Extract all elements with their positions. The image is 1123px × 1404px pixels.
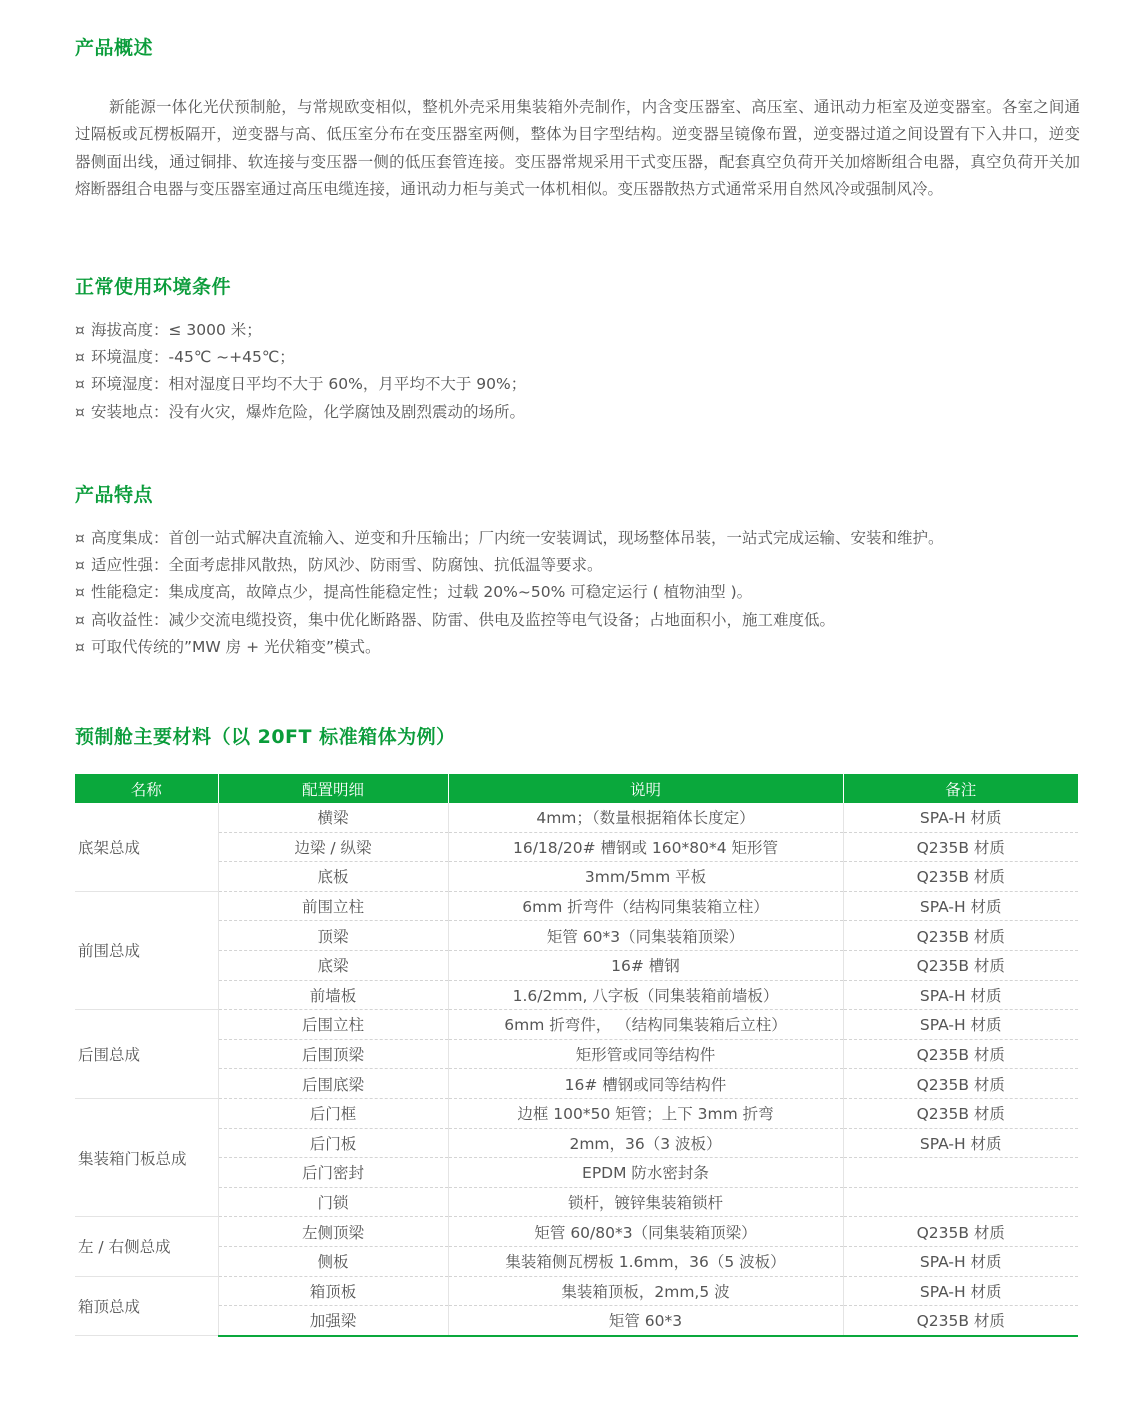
table-row — [75, 862, 1078, 892]
remark-cell: Q235B 材质 — [843, 1069, 1078, 1099]
description-cell: 16# 槽钢 — [448, 950, 843, 980]
remark-cell — [843, 1158, 1078, 1188]
description-cell: 4mm；（数量根据箱体长度定） — [448, 803, 843, 832]
config-cell: 后门框 — [218, 1098, 448, 1128]
materials-heading: 预制舱主要材料（以 20FT 标准箱体为例） — [75, 726, 456, 748]
table-row — [75, 980, 1078, 1010]
remark-cell: SPA-H 材质 — [843, 980, 1078, 1010]
remark-cell: Q235B 材质 — [843, 1098, 1078, 1128]
description-cell: 矩管 60*3 — [448, 1306, 843, 1336]
description-cell: 边框 100*50 矩管；上下 3mm 折弯 — [448, 1098, 843, 1128]
table-row — [75, 921, 1078, 951]
description-cell: 2mm，36（3 波板） — [448, 1128, 843, 1158]
column-header-config: 配置明细 — [218, 774, 448, 803]
config-cell: 边梁 / 纵梁 — [218, 832, 448, 862]
environment-list — [75, 317, 526, 426]
list-item: ¤ 环境温度：-45℃ ~+45℃； — [75, 344, 526, 371]
table-row — [75, 803, 1078, 832]
overview-paragraph: 新能源一体化光伏预制舱，与常规欧变相似，整机外壳采用集装箱外壳制作，内含变压器室、高压室、通讯动力柜室及逆变器室。各室之间通过隔板或瓦楞板隔开，逆变器与高、低压室分布在变压器室两侧，整体为目字型结构。逆变器呈镜像布置，逆变器过道之间设置有下入井口，逆变器侧面出线，通过铜排、软连接与变压器一侧的低压套管连接。变压器常规采用干式变压器，配套真空负荷开关加熔断组合电器，真空负荷开关加熔断器组合电器与变压器室通过高压电缆连接，通讯动力柜与美式一体机相似。变压器散热方式通常采用自然风冷或强制风冷。 — [75, 98, 1080, 198]
table-row — [75, 1158, 1078, 1188]
remark-cell: Q235B 材质 — [843, 832, 1078, 862]
description-cell: 集装箱顶板，2mm,5 波 — [448, 1276, 843, 1306]
config-cell: 后门密封 — [218, 1158, 448, 1188]
config-cell: 底梁 — [218, 950, 448, 980]
environment-heading: 正常使用环境条件 — [75, 276, 232, 298]
group-name-cell: 后围总成 — [75, 1010, 218, 1099]
table-header-row — [75, 774, 1078, 803]
config-cell: 前墙板 — [218, 980, 448, 1010]
table-row — [75, 832, 1078, 862]
description-cell: EPDM 防水密封条 — [448, 1158, 843, 1188]
config-cell: 后围顶梁 — [218, 1039, 448, 1069]
bullet-icon: ¤ — [75, 637, 85, 656]
table-row — [75, 891, 1078, 921]
remark-cell: Q235B 材质 — [843, 1039, 1078, 1069]
list-item: ¤ 性能稳定：集成度高，故障点少，提高性能稳定性；过载 20%~50% 可稳定运行 ( 植物油型 )。 — [75, 579, 944, 606]
config-cell: 底板 — [218, 862, 448, 892]
column-header-name: 名称 — [75, 774, 218, 803]
features-heading: 产品特点 — [75, 484, 154, 506]
description-cell: 1.6/2mm, 八字板（同集装箱前墙板） — [448, 980, 843, 1010]
config-cell: 加强梁 — [218, 1306, 448, 1336]
materials-table-body — [75, 803, 1078, 1336]
description-cell: 6mm 折弯件， （结构同集装箱后立柱） — [448, 1010, 843, 1040]
config-cell: 后围底梁 — [218, 1069, 448, 1099]
table-row — [75, 950, 1078, 980]
description-cell: 矩管 60*3（同集装箱顶梁） — [448, 921, 843, 951]
list-item: ¤ 可取代传统的”MW 房 + 光伏箱变”模式。 — [75, 634, 944, 661]
description-cell: 集装箱侧瓦楞板 1.6mm，36（5 波板） — [448, 1246, 843, 1276]
remark-cell: Q235B 材质 — [843, 950, 1078, 980]
features-list — [75, 525, 944, 661]
description-cell: 矩管 60/80*3（同集装箱顶梁） — [448, 1217, 843, 1247]
description-cell: 16/18/20# 槽钢或 160*80*4 矩形管 — [448, 832, 843, 862]
group-name-cell: 前围总成 — [75, 891, 218, 1009]
table-row — [75, 1069, 1078, 1099]
description-cell: 矩形管或同等结构件 — [448, 1039, 843, 1069]
list-item: ¤ 高度集成：首创一站式解决直流输入、逆变和升压输出；厂内统一安装调试，现场整体吊装，一站式完成运输、安装和维护。 — [75, 525, 944, 552]
description-cell: 3mm/5mm 平板 — [448, 862, 843, 892]
list-item: ¤ 高收益性：减少交流电缆投资，集中优化断路器、防雷、供电及监控等电气设备；占地面积小，施工难度低。 — [75, 607, 944, 634]
description-cell: 6mm 折弯件（结构同集装箱立柱） — [448, 891, 843, 921]
column-header-remark: 备注 — [843, 774, 1078, 803]
config-cell: 前围立柱 — [218, 891, 448, 921]
bullet-icon: ¤ — [75, 583, 85, 602]
remark-cell — [843, 1187, 1078, 1217]
bullet-icon: ¤ — [75, 402, 85, 421]
bullet-icon: ¤ — [75, 321, 85, 339]
bullet-icon: ¤ — [75, 348, 85, 367]
remark-cell: Q235B 材质 — [843, 1306, 1078, 1336]
config-cell: 后门板 — [218, 1128, 448, 1158]
table-row — [75, 1187, 1078, 1217]
config-cell: 后围立柱 — [218, 1010, 448, 1040]
config-cell: 门锁 — [218, 1187, 448, 1217]
remark-cell: SPA-H 材质 — [843, 1128, 1078, 1158]
bullet-icon: ¤ — [75, 375, 85, 394]
remark-cell: SPA-H 材质 — [843, 1276, 1078, 1306]
bullet-icon: ¤ — [75, 610, 85, 629]
group-name-cell: 集装箱门板总成 — [75, 1098, 218, 1216]
list-item: ¤ 环境湿度：相对湿度日平均不大于 60%，月平均不大于 90%； — [75, 371, 526, 398]
config-cell: 侧板 — [218, 1246, 448, 1276]
list-item: ¤ 安装地点：没有火灾，爆炸危险，化学腐蚀及剧烈震动的场所。 — [75, 399, 526, 426]
remark-cell: SPA-H 材质 — [843, 1246, 1078, 1276]
config-cell: 横梁 — [218, 803, 448, 832]
group-name-cell: 底架总成 — [75, 803, 218, 891]
remark-cell: SPA-H 材质 — [843, 803, 1078, 832]
bullet-icon: ¤ — [75, 529, 85, 547]
table-row — [75, 1010, 1078, 1040]
remark-cell: SPA-H 材质 — [843, 891, 1078, 921]
remark-cell: SPA-H 材质 — [843, 1010, 1078, 1040]
list-item: ¤ 海拔高度：≤ 3000 米； — [75, 317, 526, 344]
table-row — [75, 1276, 1078, 1306]
remark-cell: Q235B 材质 — [843, 921, 1078, 951]
table-row — [75, 1306, 1078, 1336]
materials-table — [75, 774, 1078, 1337]
table-row — [75, 1246, 1078, 1276]
column-header-description: 说明 — [448, 774, 843, 803]
overview-heading: 产品概述 — [75, 37, 154, 59]
list-item: ¤ 适应性强：全面考虑排风散热，防风沙、防雨雪、防腐蚀、抗低温等要求。 — [75, 552, 944, 579]
group-name-cell: 左 / 右侧总成 — [75, 1217, 218, 1276]
config-cell: 顶梁 — [218, 921, 448, 951]
bullet-icon: ¤ — [75, 556, 85, 575]
table-row — [75, 1217, 1078, 1247]
table-row — [75, 1128, 1078, 1158]
table-row — [75, 1039, 1078, 1069]
remark-cell: Q235B 材质 — [843, 1217, 1078, 1247]
config-cell: 箱顶板 — [218, 1276, 448, 1306]
description-cell: 16# 槽钢或同等结构件 — [448, 1069, 843, 1099]
description-cell: 锁杆，镀锌集装箱锁杆 — [448, 1187, 843, 1217]
remark-cell: Q235B 材质 — [843, 862, 1078, 892]
table-row — [75, 1098, 1078, 1128]
group-name-cell: 箱顶总成 — [75, 1276, 218, 1336]
config-cell: 左侧顶梁 — [218, 1217, 448, 1247]
